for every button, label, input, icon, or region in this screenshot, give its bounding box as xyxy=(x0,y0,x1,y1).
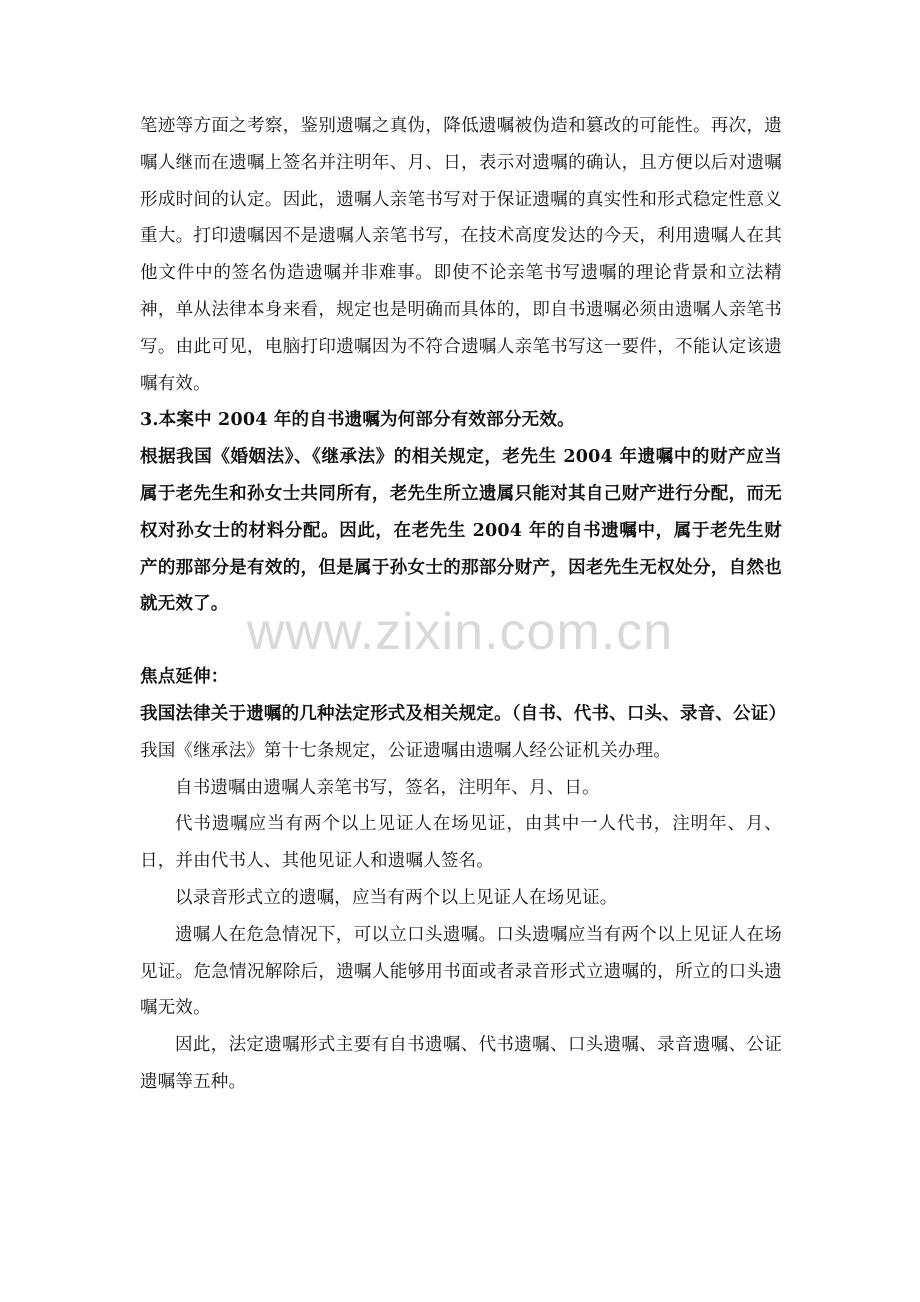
focus-paragraph: 代书遗嘱应当有两个以上见证人在场见证，由其中一人代书，注明年、月、日，并由代书人、其他见证人和遗嘱人签名。 xyxy=(140,814,782,872)
focus-heading: 焦点延伸： xyxy=(140,667,229,688)
body-paragraph: 笔迹等方面之考察，鉴别遗嘱之真伪，降低遗嘱被伪造和篡改的可能性。再次，遗嘱人继而在遗嘱上签名并注明年、月、日，表示对遗嘱的确认，且方便以后对遗嘱形成时间的认定。因此，遗嘱人亲笔书写对于保证遗嘱的真实性和形式稳定性意义重大。打印遗嘱因不是遗嘱人亲笔书写，在技术高度发达的今天，利用遗嘱人在其他文件中的签名伪造遗嘱并非难事。即使不论亲笔书写遗嘱的理论背景和立法精神，单从法律本身来看，规定也是明确而具体的，即自书遗嘱必须由遗嘱人亲笔书写。由此可见，电脑打印遗嘱因为不符合遗嘱人亲笔书写这一要件，不能认定该遗嘱有效。 xyxy=(140,116,782,394)
focus-paragraph: 因此，法定遗嘱形式主要有自书遗嘱、代书遗嘱、口头遗嘱、录音遗嘱、公证遗嘱等五种。 xyxy=(140,1035,782,1092)
focus-paragraph: 遗嘱人在危急情况下，可以立口头遗嘱。口头遗嘱应当有两个以上见证人在场见证。危急情况解除后，遗嘱人能够用书面或者录音形式立遗嘱的，所立的口头遗嘱无效。 xyxy=(140,924,782,1019)
section-heading: 3.本案中 2004 年的自书遗嘱为何部分有效部分无效。 xyxy=(140,410,575,431)
watermark: www.zixin.com.cn xyxy=(246,603,674,661)
focus-paragraph: 自书遗嘱由遗嘱人亲笔书写，签名，注明年、月、日。 xyxy=(175,777,600,798)
watermark-gap xyxy=(140,623,782,659)
document-page xyxy=(140,108,787,1101)
section-answer: 根据我国《婚姻法》、《继承法》的相关规定，老先生 2004 年遗嘱中的财产应当属于老先生和孙女士共同所有，老先生所立遗属只能对其自己财产进行分配，而无权对孙女士的材料分配。因此，在老先生 2004 年的自书遗嘱中，属于老先生财产的那部分是有效的，但是属于孙女士的那部分财产，因老先生无权处分，自然也就无效了。 xyxy=(140,447,782,615)
focus-subheading: 我国法律关于遗嘱的几种法定形式及相关规定。（自书、代书、口头、录音、公证） xyxy=(140,703,787,724)
focus-paragraph: 以录音形式立的遗嘱，应当有两个以上见证人在场见证。 xyxy=(175,887,618,908)
focus-first-line: 我国《继承法》第十七条规定，公证遗嘱由遗嘱人经公证机关办理。 xyxy=(140,740,671,761)
